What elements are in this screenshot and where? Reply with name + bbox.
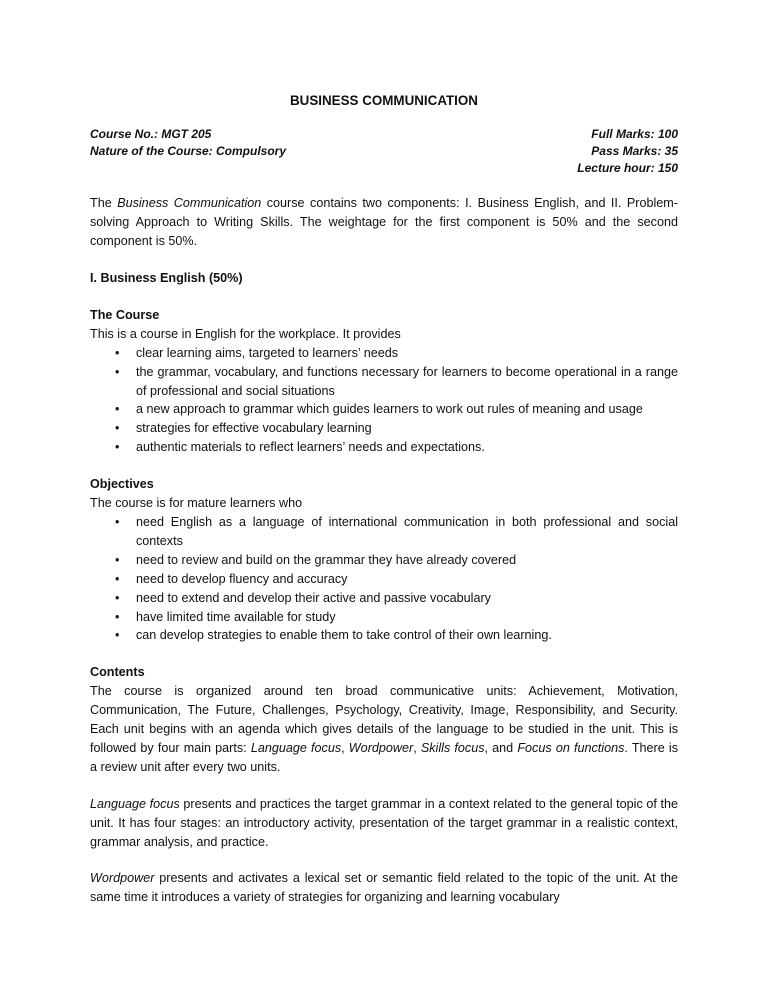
course-lead: This is a course in English for the workplace. It provides (90, 326, 401, 341)
course-number: Course No.: MGT 205 (90, 126, 212, 141)
lecture-hour: Lecture hour: 150 (577, 160, 678, 175)
list-item: • need English as a language of international communication in both professional and social contexts (115, 514, 678, 548)
bullet-icon: • (115, 514, 120, 529)
list-item: • authentic materials to reflect learners’ needs and expectations. (90, 438, 678, 457)
contents-paragraph-units: The course is organized around ten broad communicative units: Achievement, Motivation, Communication, The Future, Challenges, Psychology, Creativity, Image, Responsibility, and Security. Each unit begins with an agenda which gives details of the language to be studied in the unit. This is followed by four main parts: Language focus, Wordpower, Skills focus, and Focus on functions. There is a review unit after every two units. (90, 684, 678, 774)
list-item: • need to review and build on the grammar they have already covered (90, 551, 678, 570)
bullet-icon: • (115, 364, 120, 379)
heading-contents: Contents (90, 665, 145, 680)
bullet-icon: • (115, 571, 120, 586)
objectives-bullet-list (90, 513, 678, 645)
bullet-icon: • (115, 628, 120, 643)
course-meta (90, 126, 678, 176)
intro-paragraph: The Business Communication course contains two components: I. Business English, and II. Problem-solving Approach to Writing Skills. The weightage for the first component is 50% and the second component is 50%. (90, 196, 678, 249)
bullet-icon: • (115, 440, 120, 455)
document-page (90, 92, 678, 907)
contents-paragraph-wordpower: Wordpower presents and activates a lexical set or semantic field related to the topic of the unit. At the same time it introduces a variety of strategies for organizing and learning vocabulary (90, 871, 678, 905)
list-item: • clear learning aims, targeted to learners’ needs (90, 344, 678, 363)
bullet-icon: • (115, 552, 120, 567)
course-nature: Nature of the Course: Compulsory (90, 143, 287, 158)
meta-left (90, 126, 286, 176)
list-item: • the grammar, vocabulary, and functions necessary for learners to become operational in a range of professional and social situations (115, 364, 678, 398)
heading-objectives: Objectives (90, 477, 154, 492)
contents-paragraph-language-focus: Language focus presents and practices the target grammar in a context related to the general topic of the unit. It has four stages: an introductory activity, presentation of the target grammar in a realistic context, grammar analysis, and practice. (90, 796, 678, 849)
list-item: • can develop strategies to enable them to take control of their own learning. (90, 626, 678, 645)
course-bullet-list (90, 344, 678, 457)
document-title: BUSINESS COMMUNICATION (290, 93, 478, 108)
bullet-icon: • (115, 609, 120, 624)
section-heading-business-english: I. Business English (50%) (90, 271, 243, 286)
list-item: • strategies for effective vocabulary learning (90, 419, 678, 438)
bullet-icon: • (115, 421, 120, 436)
list-item: • need to develop fluency and accuracy (90, 570, 678, 589)
bullet-icon: • (115, 402, 120, 417)
heading-the-course: The Course (90, 307, 160, 322)
meta-right (577, 126, 678, 176)
list-item: • have limited time available for study (90, 608, 678, 627)
list-item: • need to extend and develop their active and passive vocabulary (90, 589, 678, 608)
bullet-icon: • (115, 345, 120, 360)
objectives-lead: The course is for mature learners who (90, 496, 303, 511)
bullet-icon: • (115, 590, 120, 605)
list-item: • a new approach to grammar which guides learners to work out rules of meaning and usage (90, 400, 678, 419)
full-marks: Full Marks: 100 (591, 126, 678, 141)
pass-marks: Pass Marks: 35 (591, 143, 678, 158)
